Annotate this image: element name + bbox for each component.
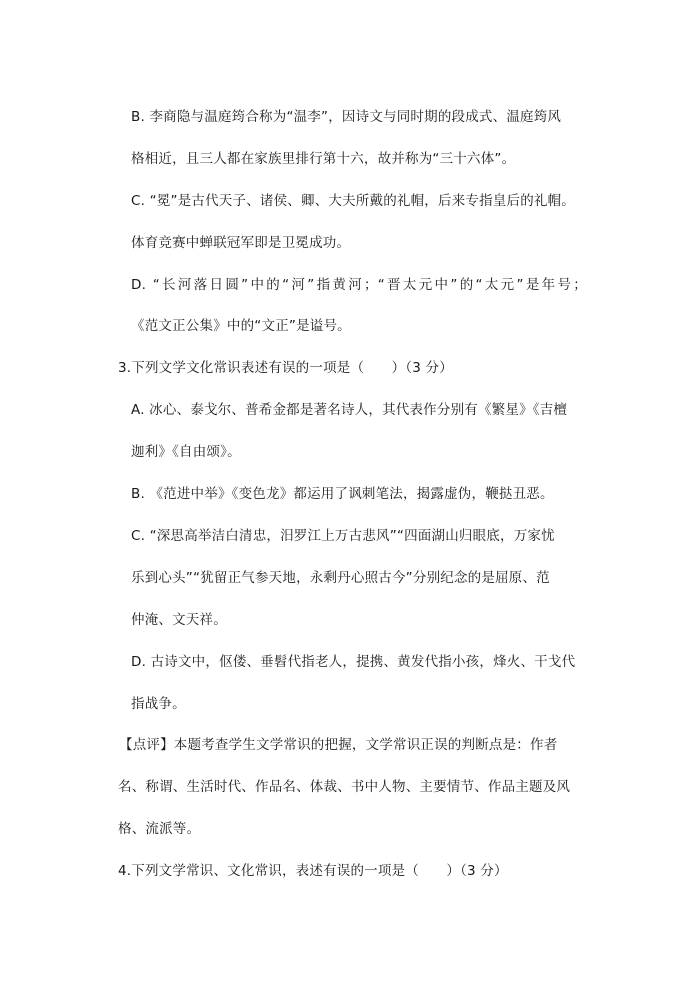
option-b-line-1: B. 李商隐与温庭筠合称为“温李”，因诗文与同时期的段成式、温庭筠风 [131, 109, 562, 125]
q3-option-c-line-3: 仲淹、文天祥。 [131, 612, 227, 628]
option-d-line-1: D. “长河落日圆”中的“河”指黄河；“晋太元中”的“太元”是年号； [131, 277, 587, 293]
option-c-line-2: 体育竞赛中蝉联冠军即是卫冕成功。 [131, 235, 351, 251]
q3-option-c-line-1: C. “深思高举洁白清忠，汨罗江上万古悲风”“四面湖山归眼底，万家忧 [131, 528, 555, 544]
question-3-title: 3.下列文学文化常识表述有误的一项是（ ）（3 分） [118, 360, 453, 376]
q3-option-c-line-2: 乐到心头”“犹留正气参天地，永剩丹心照古今”分别纪念的是屈原、范 [131, 570, 550, 586]
q3-option-a-line-2: 迦利》《自由颂》。 [131, 444, 241, 460]
option-b-line-2: 格相近，且三人都在家族里排行第十六，故并称为“三十六体”。 [131, 151, 516, 167]
option-c-line-1: C. “冕”是古代天子、诸侯、卿、大夫所戴的礼帽，后来专指皇后的礼帽。 [131, 193, 575, 209]
option-d-line-2: 《范文正公集》中的“文正”是谥号。 [131, 318, 351, 334]
q3-option-d-line-1: D. 古诗文中，伛偻、垂髫代指老人，提携、黄发代指小孩，烽火、干戈代 [131, 654, 576, 670]
q3-option-b-line-1: B. 《范进中举》《变色龙》都运用了讽刺笔法，揭露虚伪，鞭挞丑恶。 [131, 486, 554, 502]
q3-option-a-line-1: A. 冰心、泰戈尔、普希金都是著名诗人，其代表作分别有《繁星》《吉檀 [131, 402, 568, 418]
comment-line-2: 名、称谓、生活时代、作品名、体裁、书中人物、主要情节、作品主题及风 [118, 779, 571, 795]
question-4-title: 4.下列文学常识、文化常识，表述有误的一项是（ ）（3 分） [118, 863, 508, 879]
comment-line-1: 【点评】本题考查学生文学常识的把握，文学常识正误的判断点是：作者 [119, 737, 558, 753]
q3-option-d-line-2: 指战争。 [131, 696, 186, 712]
comment-line-3: 格、流派等。 [118, 821, 201, 837]
